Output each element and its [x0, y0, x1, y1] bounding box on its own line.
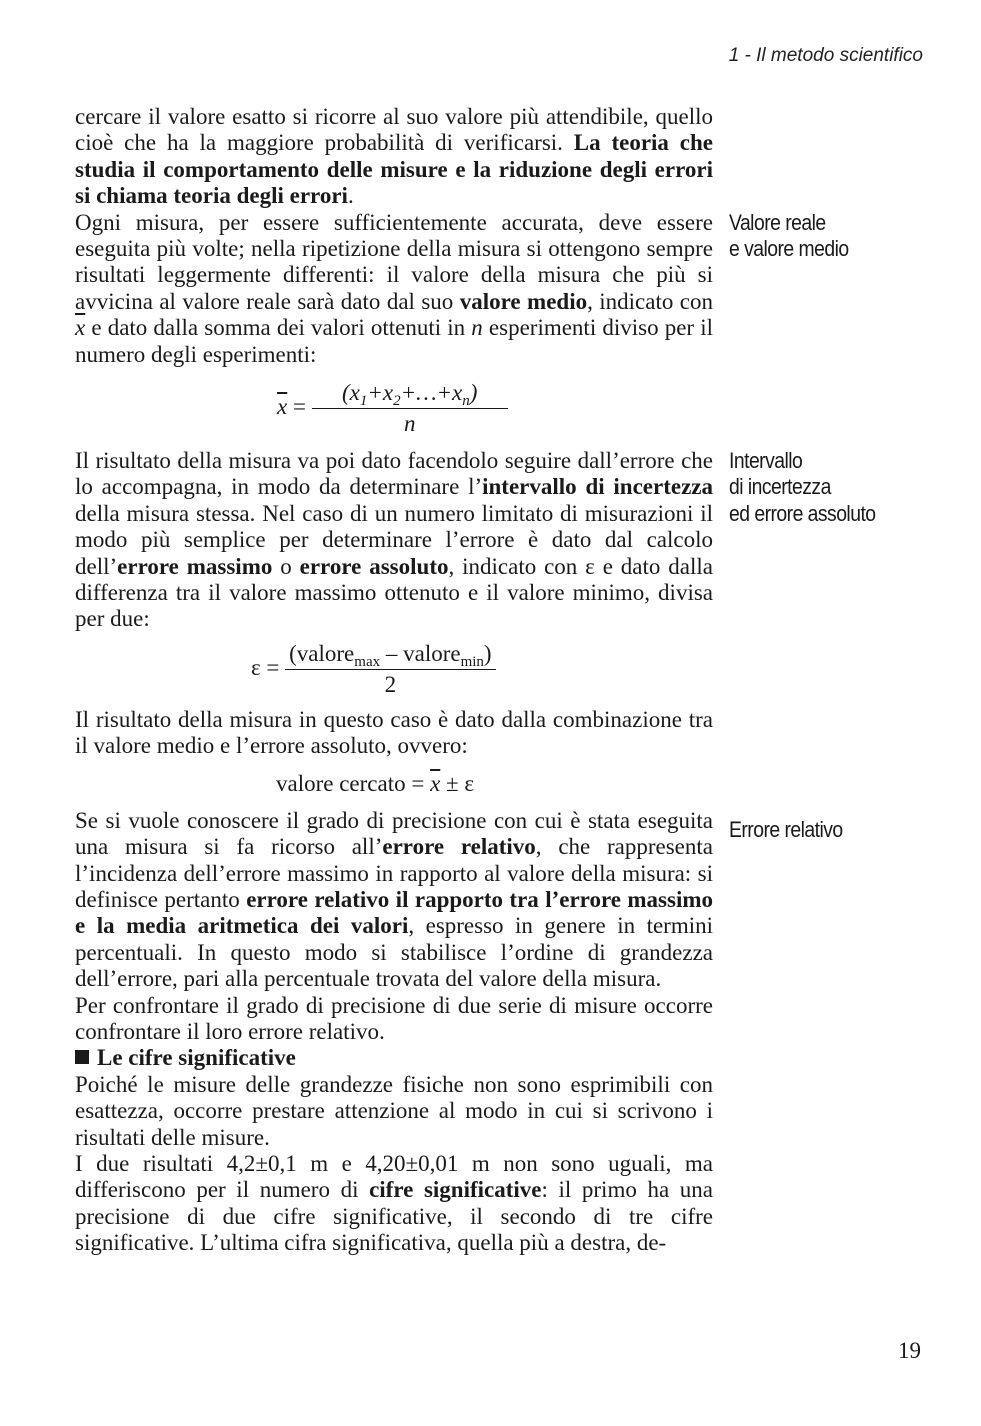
square-bullet-icon	[75, 1050, 89, 1064]
margin-note-intervallo: Intervallo di incertezza ed errore assoluto	[729, 448, 876, 526]
paragraph-intervallo: Il risultato della misura va poi dato facendolo seguire dall’errore che lo accompagna, in modo da determinare l’intervallo di incertezza della misura stessa. Nel caso di un numero limitato di misurazioni il modo più semplice per determinare l’errore è dato dal calcolo dell’errore massimo o errore assoluto, indicato con ε e dato dalla differenza tra il valore massimo ottenuto e il valore minimo, divisa per due:	[75, 447, 713, 632]
margin-note-errore-relativo: Errore relativo	[729, 817, 843, 842]
page-number: 19	[898, 1338, 921, 1363]
paragraph-combinazione: Il risultato della misura in questo caso è dato dalla combinazione tra il valore medio e l’errore assoluto, ovvero:	[75, 706, 713, 758]
paragraph-errore-relativo: Se si vuole conoscere il grado di precisione con cui è stata eseguita una misura si fa ricorso all’errore relativo, che rappresenta l’incidenza dell’errore massimo in rapporto al valore della misura: si definisce pertanto errore relativo il rapporto tra l’errore massimo e la media aritmetica dei valori, espresso in genere in termini percentuali. In questo modo si stabilisce l’ordine di grandezza dell’errore, pari alla percentuale trovata del valore della misura.	[75, 807, 713, 992]
formula-mean: $\overline{x}$ = $\frac{(x_1+x_2+\dots+x_n)}{n}$	[75, 380, 713, 438]
margin-note-valore: Valore reale e valore medio	[729, 210, 849, 262]
running-header: 1 - Il metodo scientifico	[728, 45, 923, 66]
paragraph-cifre-1: Poiché le misure delle grandezze fisiche non sono esprimibili con esattezza, occorre prestare attenzione al modo in cui si scrivono i risultati delle misure.	[75, 1071, 713, 1150]
formula-mean-fraction: $\frac{(x_1+x_2+\dots+x_n)}{n}$	[312, 380, 508, 438]
section-heading: Le cifre significative	[75, 1045, 713, 1071]
formula-valore-cercato: valore cercato = $\overline{x} \pm \varepsilon$	[276, 771, 475, 797]
main-text-column	[75, 104, 713, 1257]
formula-mean-lhs: $\overline{x}$	[277, 394, 288, 420]
paragraph-cifre-2: I due risultati 4,2±0,1 m e 4,20±0,01 m non sono uguali, ma differiscono per il numero di cifre significative: il primo ha una precisione di due cifre significative, il secondo di tre cifre significative. L’ultima cifra significativa, quella più a destra, de-	[75, 1151, 713, 1256]
paragraph-valore-medio: Ogni misura, per essere sufficientemente accurata, deve essere eseguita più volte; nella ripetizione della misura si ottengono sempre risultati leggermente differenti: il valore della misura che più si avvicina al valore reale sarà dato dal suo valore medio, indicato con $\overline{x}$ e dato dalla somma dei valori ottenuti in n esperimenti diviso per il numero degli esperimenti:	[75, 209, 713, 367]
formula-absolute-error-fraction: $\frac{(valore_{max} - valore_{min})}{2}$	[285, 641, 495, 699]
paragraph-intro: cercare il valore esatto si ricorre al suo valore più attendibile, quello cioè che ha la maggiore probabilità di verificarsi. La teoria che studia il comportamento delle misure e la riduzione degli errori si chiama teoria degli errori.	[75, 104, 713, 209]
formula-absolute-error: ε = $\frac{(valore_{max} - valore_{min})}{2}$	[75, 641, 713, 699]
paragraph-confronto: Per confrontare il grado di precisione di due serie di misure occorre confrontare il loro errore relativo.	[75, 992, 713, 1044]
